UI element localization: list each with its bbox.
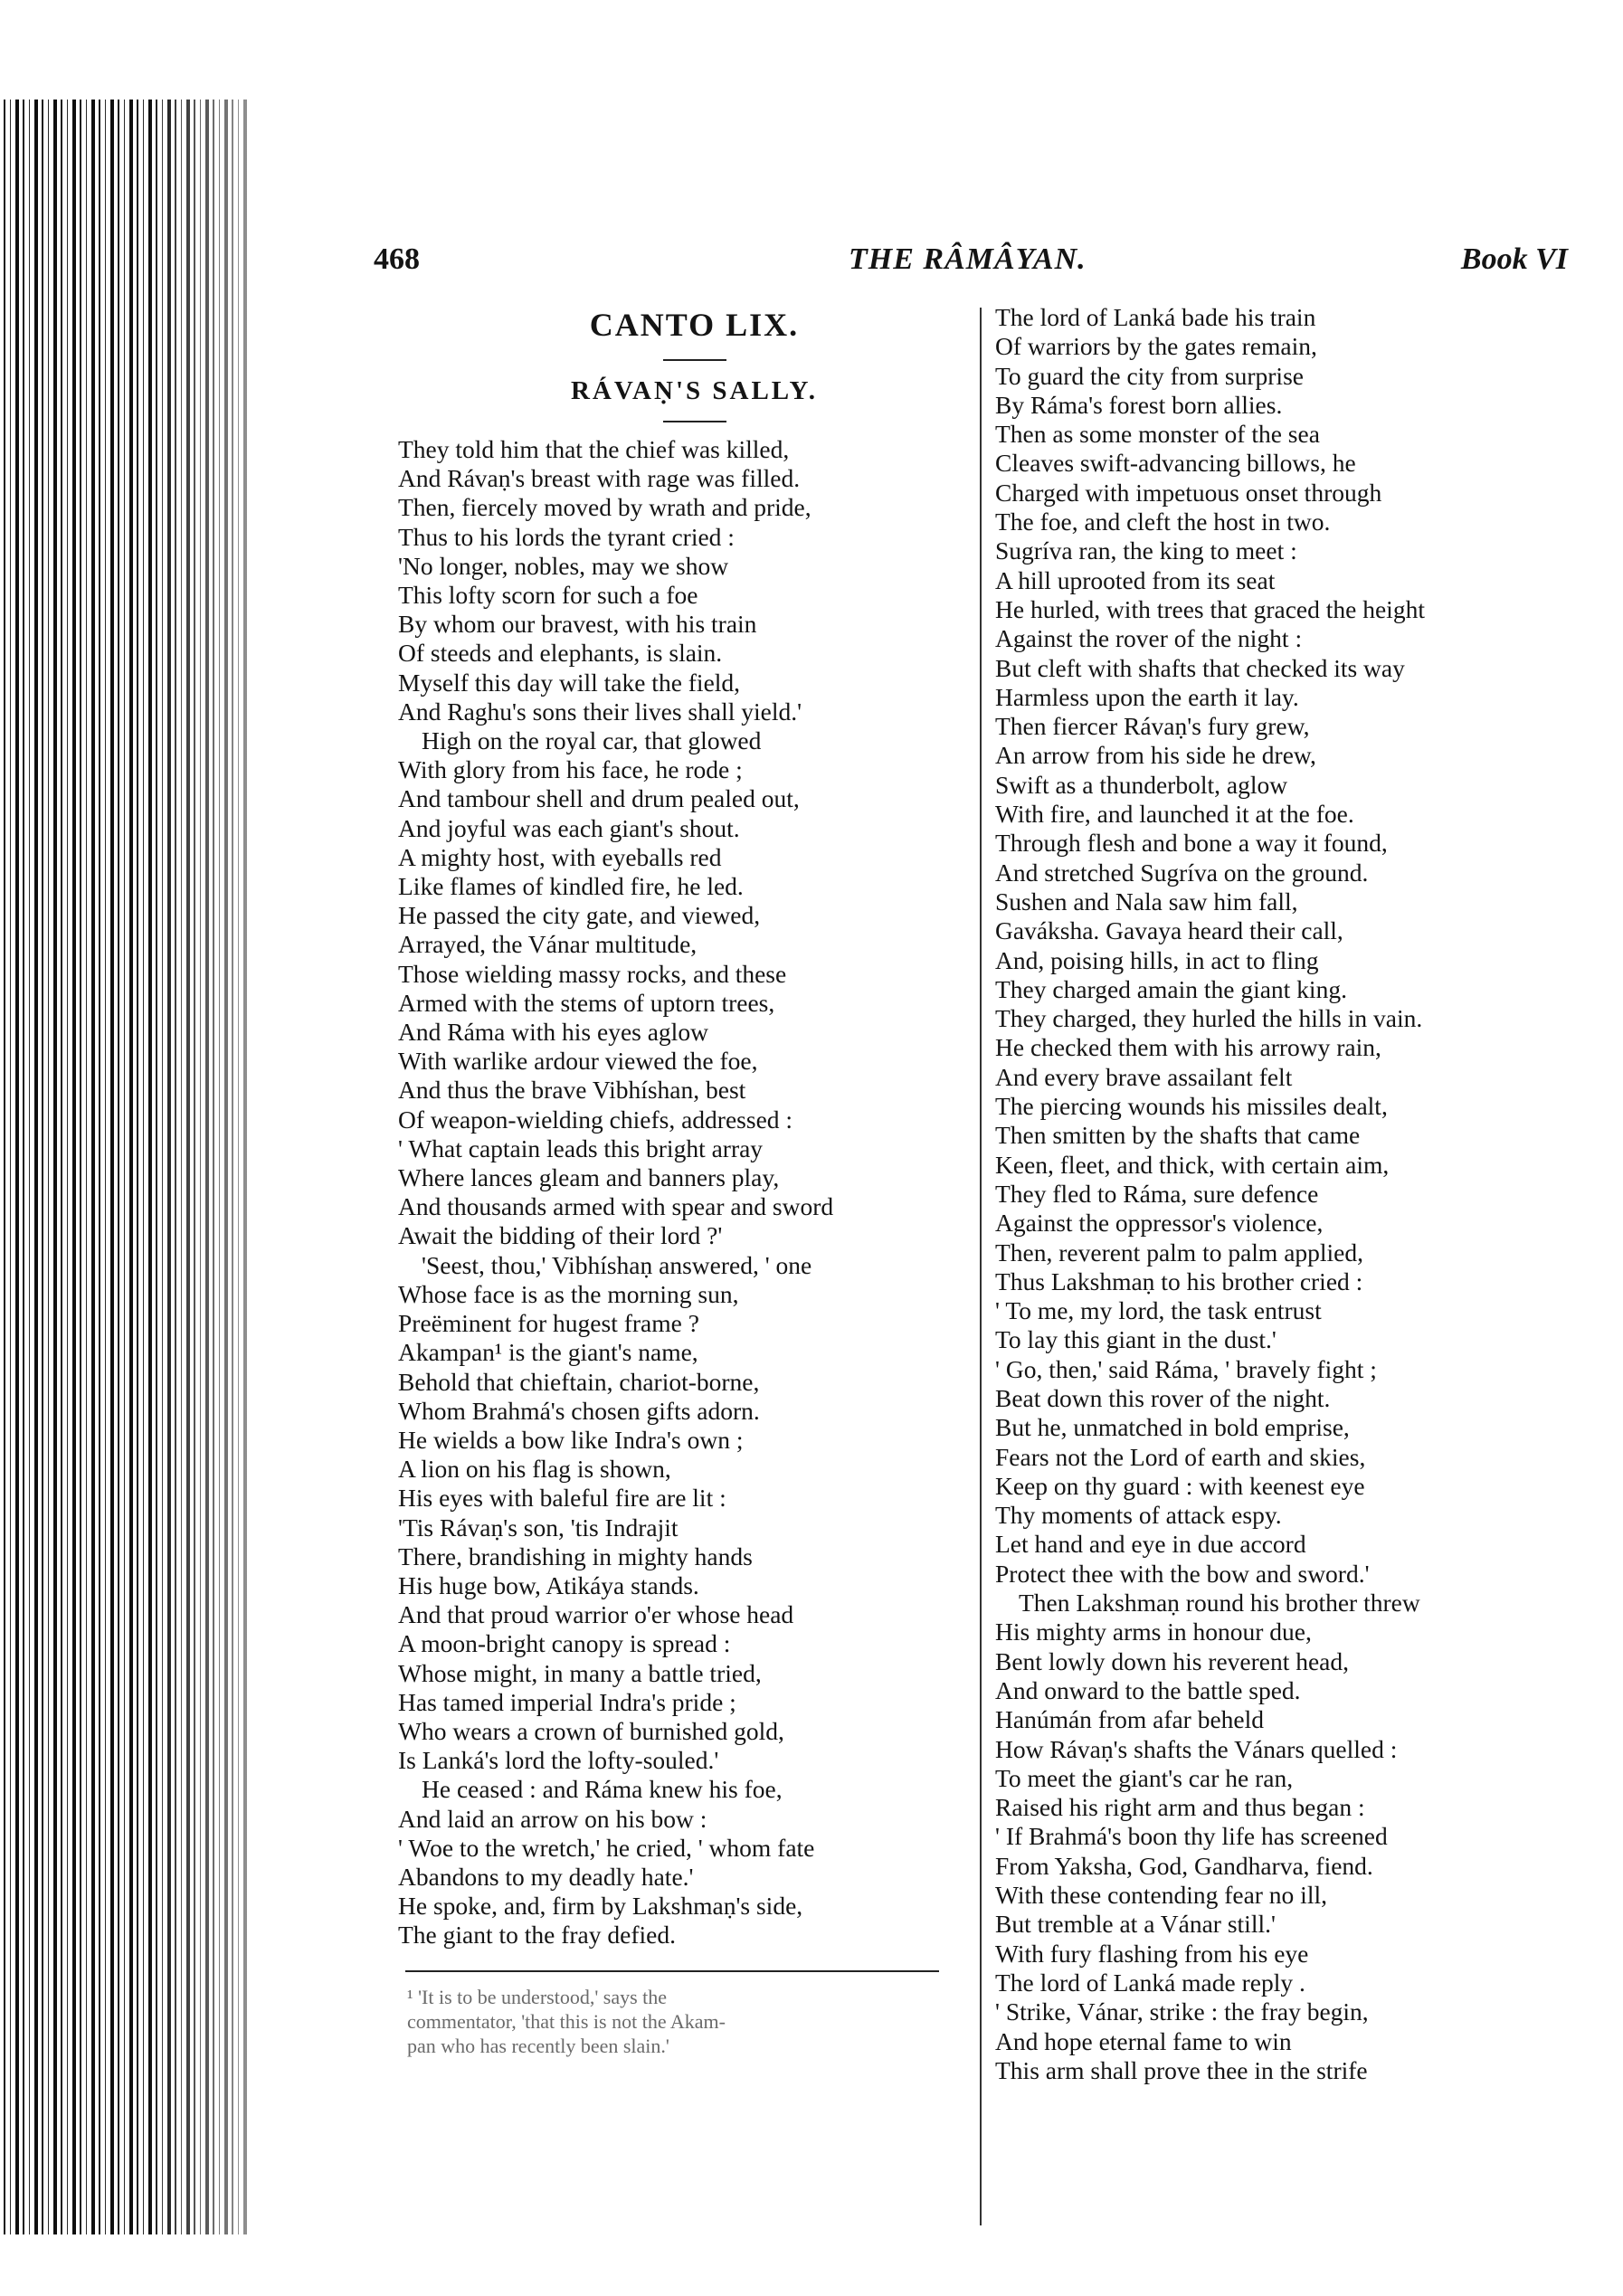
verse-line: Myself this day will take the field, [398,668,741,697]
verse-line: By whom our bravest, with his train [398,610,757,639]
verse-line: ' Go, then,' said Ráma, ' bravely fight ; [995,1354,1377,1383]
verse-line: Gaváksha. Gavaya heard their call, [995,916,1343,945]
verse-line: His eyes with baleful fire are lit : [398,1484,726,1513]
verse-line: With glory from his face, he rode ; [398,755,743,784]
running-title: THE RÂMÂYAN. [849,242,1087,276]
verse-line: An arrow from his side he drew, [995,741,1316,770]
verse-line: And Ráma with his eyes aglow [398,1018,708,1047]
footnote-rule [405,1970,939,1972]
verse-line: This arm shall prove thee in the strife [995,2055,1368,2084]
verse-line: A hill uprooted from its seat [995,565,1276,594]
verse-line: Sugríva ran, the king to meet : [995,536,1297,565]
verse-line: With fire, and launched it at the foe. [995,800,1354,829]
verse-line: And laid an arrow on his bow : [398,1804,707,1833]
verse-line: And Raghu's sons their lives shall yield.' [398,697,802,726]
verse-line: And, poising hills, in act to fling [995,945,1319,974]
right-verse [995,303,1574,2085]
verse-line: Preëminent for hugest frame ? [398,1309,699,1338]
verse-line: By Ráma's forest born allies. [995,390,1283,419]
verse-line: He hurled, with trees that graced the height [995,594,1425,623]
verse-line: With warlike ardour viewed the foe, [398,1047,758,1076]
verse-line: Is Lanká's lord the lofty-souled.' [398,1746,719,1775]
verse-line: Of steeds and elephants, is slain. [398,639,723,668]
verse-line: And stretched Sugríva on the ground. [995,858,1369,887]
verse-line: Sushen and Nala saw him fall, [995,887,1298,916]
verse-line: Like flames of kindled fire, he led. [398,872,744,901]
verse-line: Let hand and eye in due accord [995,1530,1306,1559]
footnote-line: pan who has recently been slain.' [407,2034,669,2057]
verse-line: Against the oppressor's violence, [995,1209,1324,1238]
verse-line: Swift as a thunderbolt, aglow [995,770,1288,799]
verse-line: The giant to the fray defied. [398,1921,676,1950]
verse-line: Through flesh and bone a way it found, [995,829,1388,858]
verse-line: Behold that chieftain, chariot-borne, [398,1367,760,1396]
verse-line: Keen, fleet, and thick, with certain aim, [995,1150,1390,1179]
verse-line: His huge bow, Atikáya stands. [398,1570,699,1599]
verse-line: Beat down this rover of the night. [995,1383,1331,1412]
verse-line: Of weapon-wielding chiefs, addressed : [398,1105,793,1134]
footnote-line: ¹ 'It is to be understood,' says the [407,1985,668,2008]
verse-line: To lay this giant in the dust.' [995,1325,1277,1354]
verse-line: A moon-bright canopy is spread : [398,1629,731,1658]
verse-line: Raised his right arm and thus began : [995,1793,1365,1822]
verse-line: Then Lakshmaṇ round his brother threw [1019,1589,1420,1618]
verse-line: 'Tis Rávaṇ's son, 'tis Indrajit [398,1513,679,1542]
verse-line: The foe, and cleft the host in two. [995,508,1331,536]
verse-line: To meet the giant's car he ran, [995,1763,1294,1792]
verse-line: Armed with the stems of uptorn trees, [398,988,775,1017]
verse-line: They told him that the chief was killed, [398,435,790,463]
verse-line: There, brandishing in mighty hands [398,1542,753,1570]
verse-line: They charged, they hurled the hills in vain. [995,1004,1423,1033]
verse-line: Arrayed, the Vánar multitude, [398,930,698,959]
verse-line: Harmless upon the earth it lay. [995,682,1299,711]
verse-line: Then fiercer Rávaṇ's fury grew, [995,712,1310,741]
book-edge-bottom-margin [0,2234,249,2296]
verse-line: His mighty arms in honour due, [995,1618,1312,1646]
verse-line: Hanúmán from afar beheld [995,1705,1265,1734]
verse-line: How Rávaṇ's shafts the Vánars quelled : [995,1734,1398,1763]
verse-line: And that proud warrior o'er whose head [398,1600,794,1629]
verse-line: Keep on thy guard : with keenest eye [995,1471,1365,1500]
verse-line: He passed the city gate, and viewed, [398,901,761,930]
left-verse [398,435,963,1950]
verse-line: Those wielding massy rocks, and these [398,959,787,988]
verse-line: High on the royal car, that glowed [422,726,762,755]
verse-line: Bent lowly down his reverent head, [995,1646,1350,1675]
verse-line: With fury flashing from his eye [995,1939,1309,1968]
verse-line: He spoke, and, firm by Lakshmaṇ's side, [398,1892,803,1921]
verse-line: 'No longer, nobles, may we show [398,551,729,580]
verse-line: Where lances gleam and banners play, [398,1163,780,1192]
canto-subtitle: RÁVAṆ'S SALLY. [570,376,819,405]
verse-line: Whose might, in many a battle tried, [398,1658,762,1687]
verse-line: Whom Brahmá's chosen gifts adorn. [398,1396,760,1425]
verse-line: Abandons to my deadly hate.' [398,1862,694,1891]
verse-line: But tremble at a Vánar still.' [995,1910,1276,1939]
verse-line: Thy moments of attack espy. [995,1501,1282,1530]
book-edge-top-margin [0,0,249,100]
book-edge-shading [0,0,249,2296]
verse-line: Against the rover of the night : [995,624,1303,653]
verse-line: ' Woe to the wretch,' he cried, ' whom fate [398,1833,815,1862]
verse-line: Akampan¹ is the giant's name, [398,1338,698,1367]
verse-line: With these contending fear no ill, [995,1881,1327,1910]
footnote [398,1985,950,2058]
verse-line: From Yaksha, God, Gandharva, fiend. [995,1851,1373,1880]
verse-line: He wields a bow like Indra's own ; [398,1425,744,1454]
verse-line: Whose face is as the morning sun, [398,1279,739,1308]
verse-line: Then, reverent palm to palm applied, [995,1238,1364,1267]
verse-line: Then as some monster of the sea [995,420,1320,449]
verse-line: And onward to the battle sped. [995,1675,1301,1704]
verse-line: He checked them with his arrowy rain, [995,1033,1381,1062]
book-label: Book VI [1460,242,1568,276]
verse-line: A mighty host, with eyeballs red [398,842,722,871]
verse-line: ' To me, my lord, the task entrust [995,1296,1322,1325]
verse-line: He ceased : and Ráma knew his foe, [422,1775,783,1804]
verse-line: Await the bidding of their lord ?' [398,1221,723,1250]
verse-line: Thus Lakshmaṇ to his brother cried : [995,1267,1363,1295]
verse-line: Then, fiercely moved by wrath and pride, [398,493,812,522]
right-column [995,303,1574,2085]
verse-line: And tambour shell and drum pealed out, [398,784,800,813]
verse-line: The lord of Lanká made reply . [995,1968,1305,1997]
title-rule [663,359,726,361]
page-number: 468 [374,242,420,276]
verse-line: Fears not the Lord of earth and skies, [995,1442,1366,1471]
verse-line: And thousands armed with spear and sword [398,1192,834,1221]
verse-line: They fled to Ráma, sure defence [995,1179,1319,1208]
verse-line: Of warriors by the gates remain, [995,332,1317,361]
verse-line: Thus to his lords the tyrant cried : [398,522,735,551]
verse-line: And thus the brave Vibhíshan, best [398,1076,746,1105]
verse-line: ' What captain leads this bright array [398,1134,764,1162]
subtitle-rule [663,421,726,422]
verse-line: But cleft with shafts that checked its way [995,653,1405,682]
left-column [398,303,963,2058]
verse-line: And every brave assailant felt [995,1062,1293,1091]
verse-line: They charged amain the giant king. [995,974,1347,1003]
verse-line: The piercing wounds his missiles dealt, [995,1092,1388,1121]
verse-line: Protect thee with the bow and sword.' [995,1559,1370,1588]
verse-line: To guard the city from surprise [995,361,1304,390]
verse-line: And Rávaṇ's breast with rage was filled. [398,464,801,493]
verse-line: The lord of Lanká bade his train [995,303,1316,331]
column-divider [980,308,982,2225]
verse-line: Charged with impetuous onset through [995,478,1382,507]
verse-line: ' If Brahmá's boon thy life has screened [995,1822,1388,1851]
verse-line: Then smitten by the shafts that came [995,1121,1361,1150]
canto-title: CANTO LIX. [589,307,800,343]
verse-line: And joyful was each giant's shout. [398,813,740,842]
verse-line: And hope eternal fame to win [995,2026,1292,2055]
verse-line: Who wears a crown of burnished gold, [398,1716,784,1745]
verse-line: 'Seest, thou,' Vibhíshaṇ answered, ' one [422,1250,812,1279]
verse-line: A lion on his flag is shown, [398,1455,671,1484]
running-header [374,237,1568,282]
verse-line: But he, unmatched in bold emprise, [995,1413,1350,1442]
verse-line: Cleaves swift-advancing billows, he [995,449,1356,478]
footnote-line: commentator, 'that this is not the Akam- [407,2009,726,2033]
verse-line: This lofty scorn for such a foe [398,581,698,610]
verse-line: Has tamed imperial Indra's pride ; [398,1687,736,1716]
verse-line: ' Strike, Vánar, strike : the fray begin, [995,1997,1369,2026]
